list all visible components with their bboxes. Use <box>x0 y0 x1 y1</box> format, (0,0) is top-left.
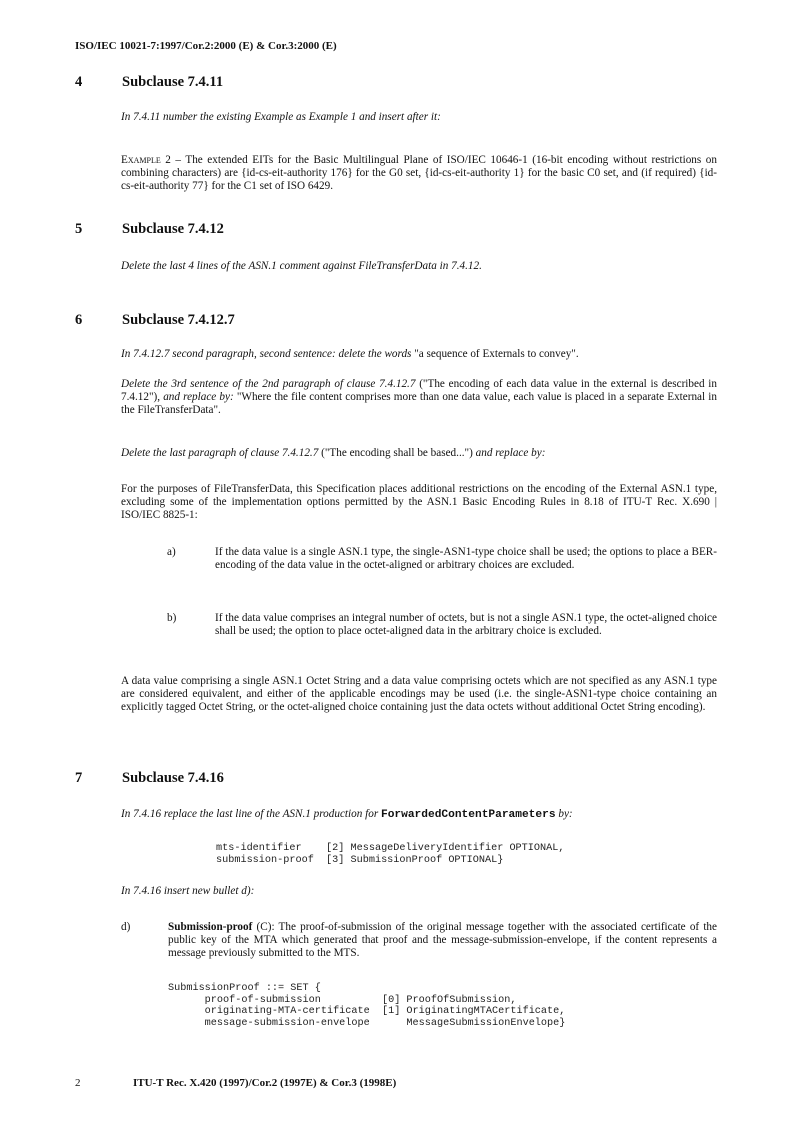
code-block-forwarded-content: mts-identifier [2] MessageDeliveryIdentifier OPTIONAL, submission-proof [3] SubmissionProof OPTIONAL} <box>216 843 565 866</box>
list-item-d <box>168 921 717 960</box>
instruction-paragraph-3 <box>121 447 717 460</box>
instruction-text: Delete the 3rd sentence of the 2nd paragraph of clause 7.4.12.7 <box>121 378 420 390</box>
body-paragraph: For the purposes of FileTransferData, this Specification places additional restrictions on the encoding of the External ASN.1 type, excluding some of the implementation options permitted by the ASN.1 Basic Encoding Rules in 8.18 of ITU-T Rec. X.690 | ISO/IEC 8825-1: <box>121 483 717 521</box>
quoted-text: "Where the file content comprises more than one data value, each value is placed in a separate External in the FileTransferData". <box>121 391 717 416</box>
running-header: ISO/IEC 10021-7:1997/Cor.2:2000 (E) & Cor.3:2000 (E) <box>75 40 337 52</box>
section-number: 5 <box>75 221 83 237</box>
instruction-paragraph-1 <box>121 348 717 361</box>
footer-reference: ITU-T Rec. X.420 (1997)/Cor.2 (1997E) & Cor.3 (1998E) <box>133 1077 397 1089</box>
code-block-submission-proof: SubmissionProof ::= SET { proof-of-submission [0] ProofOfSubmission, originating-MTA-certificate [1] OriginatingMTACertificate, message-submission-envelope MessageSubmissionEnvelope} <box>168 983 566 1029</box>
term: Submission-proof <box>168 921 253 933</box>
instruction-paragraph-2 <box>121 378 717 417</box>
page-footer <box>75 1077 396 1089</box>
list-marker-d: d) <box>121 921 131 933</box>
page-number: 2 <box>75 1077 81 1089</box>
section-number: 4 <box>75 74 83 90</box>
list-item-b: If the data value comprises an integral number of octets, but is not a single ASN.1 type, the octet-aligned choice shall be used; the option to place octet-aligned data in the arbitrary choice is excluded. <box>215 612 717 637</box>
section-6-heading <box>75 312 235 329</box>
section-number: 6 <box>75 312 83 328</box>
instruction-text: In 7.4.16 replace the last line of the ASN.1 production for <box>121 808 381 820</box>
section-7-heading <box>75 770 224 787</box>
instruction-text: Delete the last paragraph of clause 7.4.12.7 <box>121 447 322 459</box>
section-title: Subclause 7.4.12.7 <box>122 312 235 328</box>
list-marker-b: b) <box>167 612 177 624</box>
example-2-paragraph <box>121 154 717 193</box>
instruction-text: by: <box>555 808 573 820</box>
instruction: Delete the last 4 lines of the ASN.1 comment against FileTransferData in 7.4.12. <box>121 260 482 272</box>
quoted-text: ("The encoding shall be based...") <box>321 447 476 459</box>
code-identifier: ForwardedContentParameters <box>380 809 556 821</box>
section-4-heading <box>75 74 223 91</box>
instruction: In 7.4.11 number the existing Example as Example 1 and insert after it: <box>121 111 441 123</box>
section-title: Subclause 7.4.16 <box>122 770 224 786</box>
section-number: 7 <box>75 770 83 786</box>
quoted-text: "a sequence of Externals to convey". <box>414 348 579 360</box>
instruction-text: and replace by: <box>475 447 546 459</box>
section-title: Subclause 7.4.11 <box>122 74 224 90</box>
instruction-text: and replace by: <box>163 391 237 403</box>
example-label: Example <box>121 154 161 166</box>
body-paragraph: A data value comprising a single ASN.1 Octet String and a data value comprising octets which are not specified as any ASN.1 type are considered equivalent, and either of the applicable encodings may be used (i.e. the single-ASN1-type choice containing an explicitly tagged Octet String, or the octet-aligned choice containing just the data octets without additional Octet String encoding). <box>121 675 717 713</box>
list-marker-a: a) <box>167 546 176 558</box>
example-text: 2 – The extended EITs for the Basic Multilingual Plane of ISO/IEC 10646-1 (16-bit encoding without restrictions on combining characters) are {id-cs-eit-authority 176} for the G0 set, {id-cs-eit-authority 1} for the basic C0 set, and (if required) {id-cs-eit-authority 77} for the C1 set of ISO 6429. <box>121 154 717 192</box>
instruction <box>121 808 717 822</box>
quoted-text: ("The encoding of each data value in the external is described in 7.4.12"), <box>121 378 717 403</box>
list-item-a: If the data value is a single ASN.1 type, the single-ASN1-type choice shall be used; the options to place a BER-encoding of the data value in the octet-aligned or arbitrary choices are excluded. <box>215 546 717 571</box>
instruction-text: In 7.4.12.7 second paragraph, second sentence: delete the words <box>121 348 415 360</box>
definition: (C): The proof-of-submission of the original message together with the associated certificate of the public key of the MTA which generated that proof and the message-submission-envelope, if the content represents a message previously submitted to the MTS. <box>168 921 717 959</box>
instruction: In 7.4.16 insert new bullet d): <box>121 885 255 897</box>
section-5-heading <box>75 221 224 238</box>
section-title: Subclause 7.4.12 <box>122 221 224 237</box>
